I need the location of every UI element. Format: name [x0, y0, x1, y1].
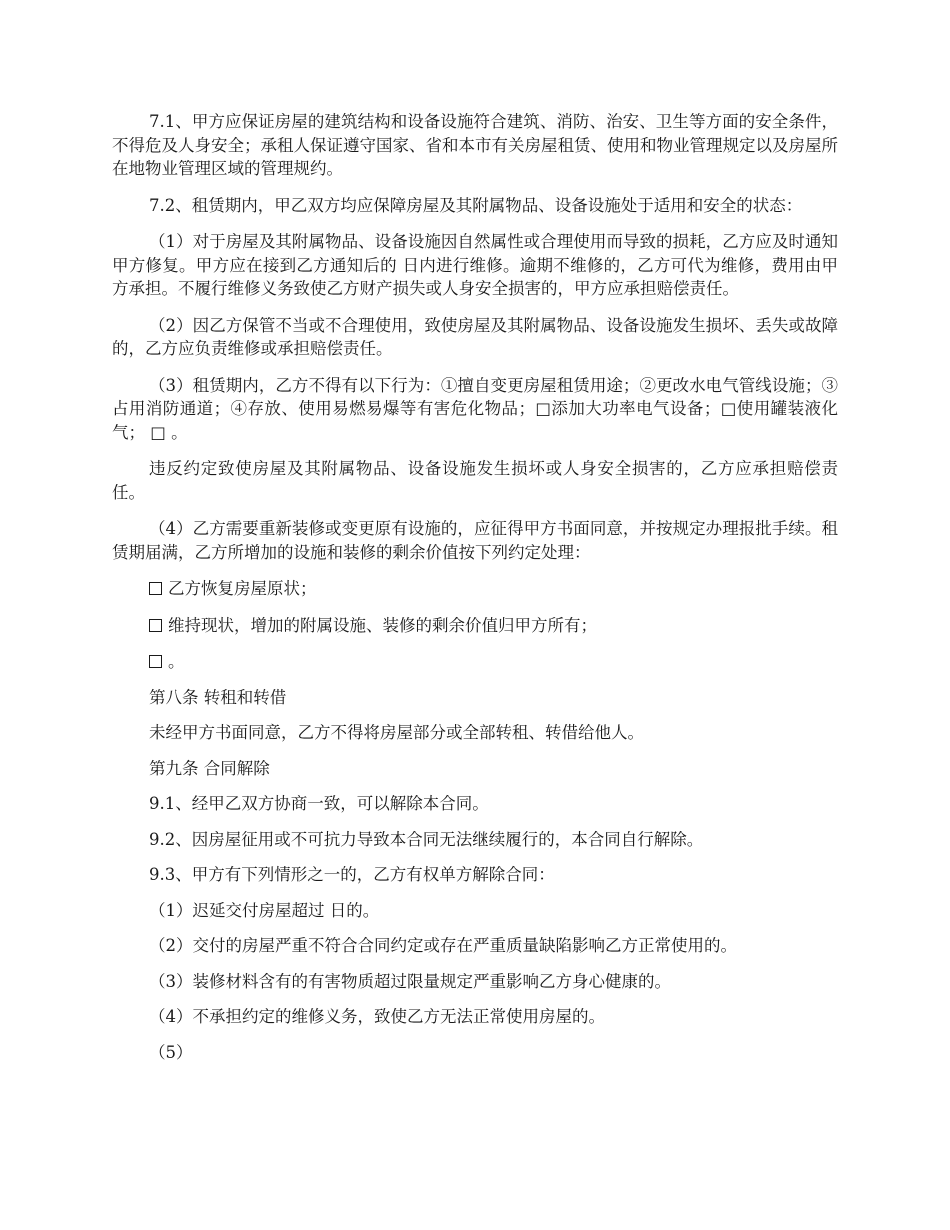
checkbox-icon [149, 619, 162, 632]
clause-9-3-3: （3）装修材料含有的有害物质超过限量规定严重影响乙方身心健康的。 [149, 971, 671, 991]
option-other [112, 650, 838, 674]
clause-7-2-1: （1）对于房屋及其附属物品、设备设施因自然属性或合理使用而导致的损耗，乙方应及时通知甲方修复。甲方应在接到乙方通知后的 日内进行维修。逾期不维修的，乙方可代为维修，费用由甲方承担。不履行维修义务致使乙方财产损失或人身安全损害的，甲方应承担赔偿责任。 [112, 232, 838, 298]
clause-7-1: 7.1、甲方应保证房屋的建筑结构和设备设施符合建筑、消防、治安、卫生等方面的安全条件，不得危及人身安全；承租人保证遵守国家、省和本市有关房屋租赁、使用和物业管理规定以及房屋所在地物业管理区域的管理规约。 [112, 112, 838, 178]
option-restore-label: 乙方恢复房屋原状； [168, 579, 317, 598]
clause-7-2-4: （4）乙方需要重新装修或变更原有设施的，应征得甲方书面同意，并按规定办理报批手续。租赁期届满，乙方所增加的设施和装修的剩余价值按下列约定处理： [112, 519, 838, 562]
clause-9-2: 9.2、因房屋征用或不可抗力导致本合同无法继续履行的，本合同自行解除。 [149, 829, 704, 849]
clause-7-2-3: （3）租赁期内，乙方不得有以下行为：①擅自变更房屋租赁用途；②更改水电气管线设施；③占用消防通道；④存放、使用易燃易爆等有害危化物品；□添加大功率电气设备；□使用罐装液化气； □ 。 [112, 375, 838, 442]
clause-9-1: 9.1、经甲乙双方协商一致，可以解除本合同。 [149, 794, 489, 813]
article-8-title: 第八条 转租和转借 [149, 687, 287, 707]
article-8-body: 未经甲方书面同意，乙方不得将房屋部分或全部转租、转借给他人。 [149, 723, 644, 742]
option-keep-label: 维持现状，增加的附属设施、装修的剩余价值归甲方所有； [168, 615, 597, 635]
clause-7-2-2: （2）因乙方保管不当或不合理使用，致使房屋及其附属物品、设备设施发生损坏、丢失或故障的，乙方应负责维修或承担赔偿责任。 [112, 315, 838, 358]
clause-9-3-5: （5） [149, 1042, 193, 1062]
violation-paragraph: 违反约定致使房屋及其附属物品、设备设施发生损坏或人身安全损害的，乙方应承担赔偿责任。 [112, 459, 838, 502]
option-restore [112, 577, 838, 601]
clause-9-3: 9.3、甲方有下列情形之一的，乙方有权单方解除合同： [149, 865, 555, 884]
option-other-label: 。 [168, 652, 185, 671]
checkbox-icon [149, 582, 162, 595]
checkbox-icon [149, 655, 162, 668]
clause-9-3-4: （4）不承担约定的维修义务，致使乙方无法正常使用房屋的。 [149, 1007, 605, 1026]
clause-7-2: 7.2、租赁期内，甲乙双方均应保障房屋及其附属物品、设备设施处于适用和安全的状态： [149, 195, 803, 215]
clause-9-3-2: （2）交付的房屋严重不符合合同约定或存在严重质量缺陷影响乙方正常使用的。 [149, 936, 737, 955]
clause-9-3-1: （1）迟延交付房屋超过 日的。 [149, 900, 380, 920]
option-keep [112, 614, 838, 638]
article-9-title: 第九条 合同解除 [149, 758, 270, 778]
